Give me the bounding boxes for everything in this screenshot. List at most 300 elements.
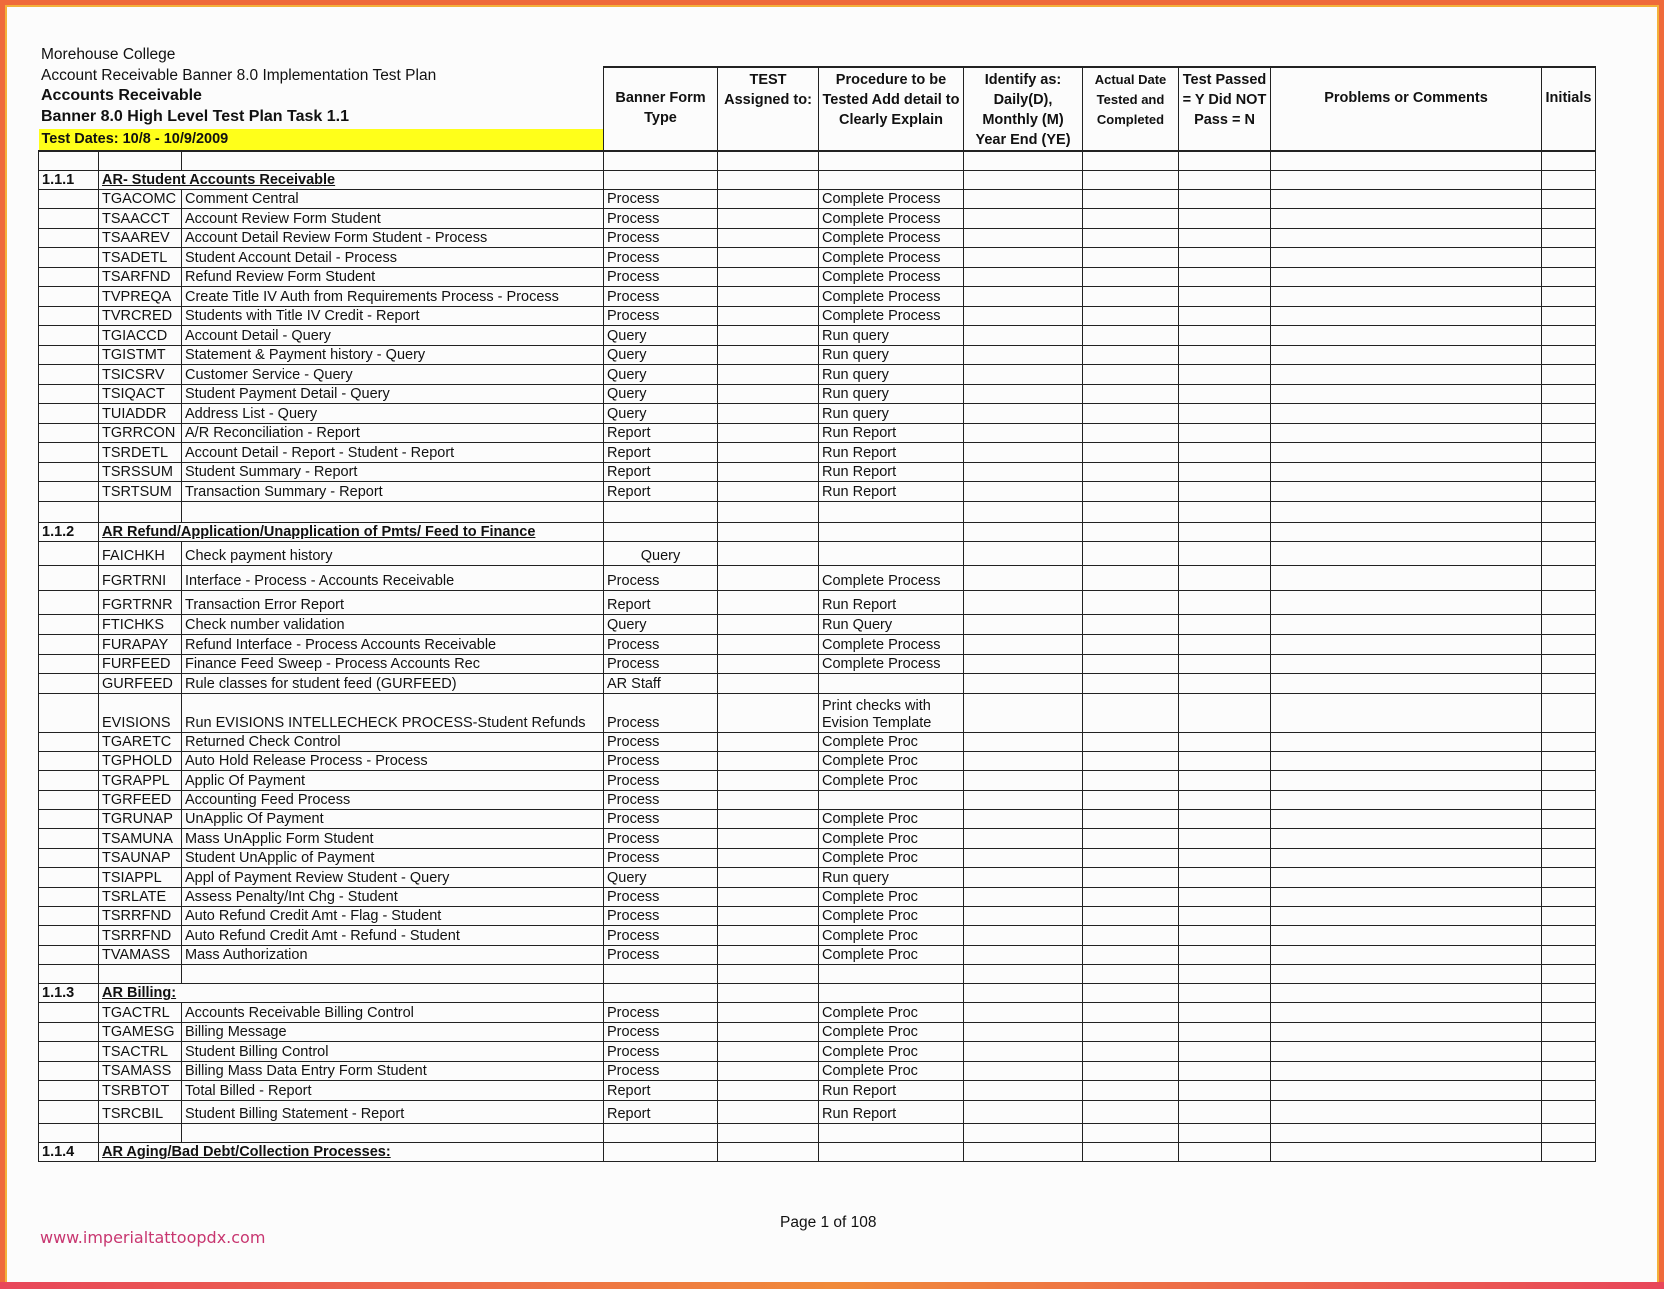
empty-cell xyxy=(718,501,819,522)
problems-cell xyxy=(1271,365,1542,385)
col-header-actual-date: Actual Date Tested and Completed xyxy=(1083,67,1179,151)
empty-cell xyxy=(39,462,99,482)
empty-cell xyxy=(39,591,99,615)
form-code: TSARFND xyxy=(99,267,182,287)
form-description: Statement & Payment history - Query xyxy=(182,345,604,365)
assigned-to-cell xyxy=(718,1022,819,1042)
procedure: Run Report xyxy=(819,423,964,443)
assigned-to-cell xyxy=(718,365,819,385)
form-type: Query xyxy=(604,614,718,634)
form-type: Process xyxy=(604,732,718,751)
form-code: TSRLATE xyxy=(99,887,182,906)
procedure: Run Report xyxy=(819,1081,964,1101)
empty-cell xyxy=(39,1022,99,1042)
form-code: EVISIONS xyxy=(99,693,182,732)
empty-cell xyxy=(1542,522,1596,541)
form-type: Query xyxy=(604,365,718,385)
passed-cell xyxy=(1179,345,1271,365)
problems-cell xyxy=(1271,248,1542,268)
blank-row xyxy=(39,501,1596,522)
form-code: TGIACCD xyxy=(99,326,182,346)
empty-cell xyxy=(819,1124,964,1143)
identify-cell xyxy=(964,1042,1083,1062)
actual-date-cell xyxy=(1083,654,1179,673)
assigned-to-cell xyxy=(718,228,819,248)
initials-cell xyxy=(1542,384,1596,404)
form-description: Finance Feed Sweep - Process Accounts Rec xyxy=(182,654,604,673)
initials-cell xyxy=(1542,673,1596,693)
initials-cell xyxy=(1542,189,1596,209)
actual-date-cell xyxy=(1083,771,1179,790)
form-description: Account Detail - Report - Student - Report xyxy=(182,443,604,463)
passed-cell xyxy=(1179,751,1271,770)
section-number: 1.1.1 xyxy=(39,170,99,189)
procedure: Run Report xyxy=(819,1100,964,1124)
passed-cell xyxy=(1179,591,1271,615)
form-type: Process xyxy=(604,287,718,307)
passed-cell xyxy=(1179,482,1271,502)
empty-cell xyxy=(39,404,99,424)
empty-cell xyxy=(1542,170,1596,189)
empty-cell xyxy=(39,868,99,887)
section-row xyxy=(39,170,1596,189)
empty-cell xyxy=(819,501,964,522)
empty-cell xyxy=(39,907,99,926)
actual-date-cell xyxy=(1083,751,1179,770)
initials-cell xyxy=(1542,848,1596,867)
table-row xyxy=(39,848,1596,867)
problems-cell xyxy=(1271,654,1542,673)
actual-date-cell xyxy=(1083,887,1179,906)
form-type: Process xyxy=(604,771,718,790)
identify-cell xyxy=(964,189,1083,209)
passed-cell xyxy=(1179,443,1271,463)
identify-cell xyxy=(964,404,1083,424)
problems-cell xyxy=(1271,673,1542,693)
identify-cell xyxy=(964,482,1083,502)
form-description: Account Detail Review Form Student - Process xyxy=(182,228,604,248)
initials-cell xyxy=(1542,887,1596,906)
assigned-to-cell xyxy=(718,868,819,887)
empty-cell xyxy=(1542,1143,1596,1162)
passed-cell xyxy=(1179,462,1271,482)
form-code: TGRRCON xyxy=(99,423,182,443)
form-description: Applic Of Payment xyxy=(182,771,604,790)
initials-cell xyxy=(1542,1003,1596,1023)
passed-cell xyxy=(1179,1100,1271,1124)
form-description: Accounting Feed Process xyxy=(182,790,604,809)
initials-cell xyxy=(1542,404,1596,424)
empty-cell xyxy=(1271,1124,1542,1143)
empty-cell xyxy=(1179,984,1271,1003)
problems-cell xyxy=(1271,926,1542,945)
problems-cell xyxy=(1271,482,1542,502)
procedure xyxy=(819,790,964,809)
procedure: Complete Process xyxy=(819,248,964,268)
form-code: TGAMESG xyxy=(99,1022,182,1042)
empty-cell xyxy=(39,810,99,829)
form-description: Address List - Query xyxy=(182,404,604,424)
passed-cell xyxy=(1179,228,1271,248)
assigned-to-cell xyxy=(718,751,819,770)
form-type: Process xyxy=(604,189,718,209)
problems-cell xyxy=(1271,868,1542,887)
form-code: TSRDETL xyxy=(99,443,182,463)
empty-cell xyxy=(99,1124,182,1143)
passed-cell xyxy=(1179,673,1271,693)
empty-cell xyxy=(39,673,99,693)
procedure xyxy=(819,673,964,693)
identify-cell xyxy=(964,443,1083,463)
passed-cell xyxy=(1179,693,1271,732)
table-row xyxy=(39,365,1596,385)
col-header-form-type: Banner Form Type xyxy=(604,67,718,151)
procedure: Print checks with Evision Template xyxy=(819,693,964,732)
procedure: Complete Proc xyxy=(819,1061,964,1081)
procedure: Complete Process xyxy=(819,209,964,229)
table-row xyxy=(39,423,1596,443)
form-code: FURAPAY xyxy=(99,634,182,654)
passed-cell xyxy=(1179,887,1271,906)
empty-cell xyxy=(964,1124,1083,1143)
problems-cell xyxy=(1271,1042,1542,1062)
form-type: Process xyxy=(604,565,718,591)
empty-cell xyxy=(1542,965,1596,984)
assigned-to-cell xyxy=(718,634,819,654)
procedure: Complete Proc xyxy=(819,926,964,945)
assigned-to-cell xyxy=(718,326,819,346)
form-type: Report xyxy=(604,423,718,443)
blank-row xyxy=(39,1124,1596,1143)
table-row xyxy=(39,591,1596,615)
form-code: TGACOMC xyxy=(99,189,182,209)
assigned-to-cell xyxy=(718,1061,819,1081)
initials-cell xyxy=(1542,287,1596,307)
identify-cell xyxy=(964,771,1083,790)
org-name: Morehouse College xyxy=(41,46,176,63)
passed-cell xyxy=(1179,848,1271,867)
empty-cell xyxy=(39,365,99,385)
procedure: Run query xyxy=(819,345,964,365)
initials-cell xyxy=(1542,345,1596,365)
identify-cell xyxy=(964,326,1083,346)
empty-cell xyxy=(1083,170,1179,189)
problems-cell xyxy=(1271,1061,1542,1081)
empty-cell xyxy=(604,170,718,189)
identify-cell xyxy=(964,1022,1083,1042)
procedure: Run query xyxy=(819,384,964,404)
initials-cell xyxy=(1542,228,1596,248)
identify-cell xyxy=(964,565,1083,591)
problems-cell xyxy=(1271,887,1542,906)
procedure: Complete Proc xyxy=(819,945,964,964)
form-type: Process xyxy=(604,945,718,964)
assigned-to-cell xyxy=(718,732,819,751)
form-type: Query xyxy=(604,541,718,565)
actual-date-cell xyxy=(1083,614,1179,634)
actual-date-cell xyxy=(1083,228,1179,248)
passed-cell xyxy=(1179,790,1271,809)
empty-cell xyxy=(182,965,604,984)
form-type: Process xyxy=(604,1003,718,1023)
empty-cell xyxy=(1271,522,1542,541)
passed-cell xyxy=(1179,945,1271,964)
empty-cell xyxy=(1179,1143,1271,1162)
actual-date-cell xyxy=(1083,829,1179,848)
empty-cell xyxy=(39,965,99,984)
identify-cell xyxy=(964,887,1083,906)
form-code: TVAMASS xyxy=(99,945,182,964)
form-type: Process xyxy=(604,248,718,268)
actual-date-cell xyxy=(1083,693,1179,732)
procedure: Run query xyxy=(819,326,964,346)
table-row xyxy=(39,634,1596,654)
actual-date-cell xyxy=(1083,673,1179,693)
form-type: Report xyxy=(604,443,718,463)
section-title: AR- Student Accounts Receivable xyxy=(102,171,336,188)
actual-date-cell xyxy=(1083,423,1179,443)
passed-cell xyxy=(1179,248,1271,268)
empty-cell xyxy=(39,634,99,654)
empty-cell xyxy=(39,306,99,326)
passed-cell xyxy=(1179,732,1271,751)
table-row xyxy=(39,267,1596,287)
empty-cell xyxy=(39,1124,99,1143)
identify-cell xyxy=(964,209,1083,229)
empty-cell xyxy=(819,984,964,1003)
initials-cell xyxy=(1542,771,1596,790)
section-number: 1.1.2 xyxy=(39,522,99,541)
assigned-to-cell xyxy=(718,829,819,848)
assigned-to-cell xyxy=(718,945,819,964)
form-code: TSRRFND xyxy=(99,907,182,926)
form-type: Process xyxy=(604,306,718,326)
passed-cell xyxy=(1179,654,1271,673)
form-code: TSRTSUM xyxy=(99,482,182,502)
form-type: Process xyxy=(604,209,718,229)
table-row xyxy=(39,209,1596,229)
identify-cell xyxy=(964,1081,1083,1101)
table-row xyxy=(39,1081,1596,1101)
form-type: Report xyxy=(604,591,718,615)
form-description: Student Billing Control xyxy=(182,1042,604,1062)
passed-cell xyxy=(1179,209,1271,229)
form-type: Process xyxy=(604,926,718,945)
empty-cell xyxy=(39,209,99,229)
empty-cell xyxy=(1179,151,1271,170)
actual-date-cell xyxy=(1083,868,1179,887)
form-code: TGRUNAP xyxy=(99,810,182,829)
actual-date-cell xyxy=(1083,462,1179,482)
initials-cell xyxy=(1542,591,1596,615)
passed-cell xyxy=(1179,306,1271,326)
col-header-procedure: Procedure to be Tested Add detail to Clearly Explain xyxy=(819,67,964,151)
form-type: Report xyxy=(604,462,718,482)
actual-date-cell xyxy=(1083,732,1179,751)
actual-date-cell xyxy=(1083,565,1179,591)
empty-cell xyxy=(1271,151,1542,170)
problems-cell xyxy=(1271,443,1542,463)
assigned-to-cell xyxy=(718,482,819,502)
actual-date-cell xyxy=(1083,634,1179,654)
identify-cell xyxy=(964,287,1083,307)
empty-cell xyxy=(39,423,99,443)
empty-cell xyxy=(39,541,99,565)
table-row xyxy=(39,306,1596,326)
assigned-to-cell xyxy=(718,443,819,463)
col-header-identify: Identify as: Daily(D), Monthly (M) Year End (YE) xyxy=(964,67,1083,151)
procedure: Run query xyxy=(819,868,964,887)
empty-cell xyxy=(39,501,99,522)
identify-cell xyxy=(964,654,1083,673)
table-row xyxy=(39,287,1596,307)
empty-cell xyxy=(182,151,604,170)
form-description: Account Review Form Student xyxy=(182,209,604,229)
table-row xyxy=(39,829,1596,848)
identify-cell xyxy=(964,926,1083,945)
problems-cell xyxy=(1271,751,1542,770)
assigned-to-cell xyxy=(718,1081,819,1101)
section-row xyxy=(39,1143,1596,1162)
empty-cell xyxy=(718,170,819,189)
form-type: Query xyxy=(604,326,718,346)
procedure: Complete Process xyxy=(819,267,964,287)
identify-cell xyxy=(964,306,1083,326)
initials-cell xyxy=(1542,693,1596,732)
passed-cell xyxy=(1179,771,1271,790)
assigned-to-cell xyxy=(718,565,819,591)
identify-cell xyxy=(964,810,1083,829)
problems-cell xyxy=(1271,614,1542,634)
empty-cell xyxy=(604,1143,718,1162)
empty-cell xyxy=(1083,151,1179,170)
form-type: Process xyxy=(604,790,718,809)
passed-cell xyxy=(1179,404,1271,424)
form-code: TSIQACT xyxy=(99,384,182,404)
passed-cell xyxy=(1179,868,1271,887)
table-row xyxy=(39,384,1596,404)
form-code: TSAMASS xyxy=(99,1061,182,1081)
table-row xyxy=(39,1042,1596,1062)
section-row xyxy=(39,522,1596,541)
empty-cell xyxy=(182,501,604,522)
problems-cell xyxy=(1271,209,1542,229)
table-row xyxy=(39,404,1596,424)
problems-cell xyxy=(1271,326,1542,346)
form-description: Account Detail - Query xyxy=(182,326,604,346)
table-row xyxy=(39,326,1596,346)
form-code: TVRCRED xyxy=(99,306,182,326)
procedure: Run Report xyxy=(819,462,964,482)
procedure: Complete Proc xyxy=(819,751,964,770)
form-description: Mass Authorization xyxy=(182,945,604,964)
form-code: FAICHKH xyxy=(99,541,182,565)
problems-cell xyxy=(1271,1003,1542,1023)
empty-cell xyxy=(1271,965,1542,984)
empty-cell xyxy=(964,501,1083,522)
table-row xyxy=(39,926,1596,945)
section-title-cell xyxy=(99,170,604,189)
empty-cell xyxy=(1179,965,1271,984)
form-description: Student Payment Detail - Query xyxy=(182,384,604,404)
problems-cell xyxy=(1271,732,1542,751)
form-description: Interface - Process - Accounts Receivable xyxy=(182,565,604,591)
assigned-to-cell xyxy=(718,654,819,673)
empty-cell xyxy=(718,965,819,984)
identify-cell xyxy=(964,751,1083,770)
procedure: Run Report xyxy=(819,482,964,502)
passed-cell xyxy=(1179,365,1271,385)
form-description: Assess Penalty/Int Chg - Student xyxy=(182,887,604,906)
identify-cell xyxy=(964,790,1083,809)
empty-cell xyxy=(1083,1143,1179,1162)
form-description: Total Billed - Report xyxy=(182,1081,604,1101)
empty-cell xyxy=(819,1143,964,1162)
table-row xyxy=(39,790,1596,809)
procedure: Run Query xyxy=(819,614,964,634)
empty-cell xyxy=(819,151,964,170)
form-type: Process xyxy=(604,829,718,848)
passed-cell xyxy=(1179,423,1271,443)
actual-date-cell xyxy=(1083,248,1179,268)
empty-cell xyxy=(39,287,99,307)
table-row xyxy=(39,1003,1596,1023)
blank-row xyxy=(39,151,1596,170)
form-description: Rule classes for student feed (GURFEED) xyxy=(182,673,604,693)
table-row xyxy=(39,771,1596,790)
empty-cell xyxy=(718,984,819,1003)
empty-cell xyxy=(39,326,99,346)
empty-cell xyxy=(99,965,182,984)
passed-cell xyxy=(1179,384,1271,404)
form-type: Report xyxy=(604,1081,718,1101)
problems-cell xyxy=(1271,541,1542,565)
identify-cell xyxy=(964,423,1083,443)
empty-cell xyxy=(1542,1124,1596,1143)
passed-cell xyxy=(1179,1061,1271,1081)
initials-cell xyxy=(1542,790,1596,809)
empty-cell xyxy=(39,384,99,404)
actual-date-cell xyxy=(1083,591,1179,615)
identify-cell xyxy=(964,868,1083,887)
initials-cell xyxy=(1542,423,1596,443)
procedure: Complete Proc xyxy=(819,1003,964,1023)
empty-cell xyxy=(39,693,99,732)
problems-cell xyxy=(1271,591,1542,615)
form-type: Process xyxy=(604,634,718,654)
table-row xyxy=(39,907,1596,926)
passed-cell xyxy=(1179,189,1271,209)
section-title: AR Aging/Bad Debt/Collection Processes: xyxy=(102,1144,391,1161)
problems-cell xyxy=(1271,228,1542,248)
actual-date-cell xyxy=(1083,345,1179,365)
page-number: Page 1 of 108 xyxy=(780,1214,877,1231)
initials-cell xyxy=(1542,1081,1596,1101)
empty-cell xyxy=(1083,522,1179,541)
problems-cell xyxy=(1271,1081,1542,1101)
form-description: Students with Title IV Credit - Report xyxy=(182,306,604,326)
form-code: TSACTRL xyxy=(99,1042,182,1062)
empty-cell xyxy=(1271,984,1542,1003)
assigned-to-cell xyxy=(718,287,819,307)
initials-cell xyxy=(1542,326,1596,346)
table-row xyxy=(39,443,1596,463)
empty-cell xyxy=(964,965,1083,984)
actual-date-cell xyxy=(1083,1061,1179,1081)
problems-cell xyxy=(1271,907,1542,926)
table-row xyxy=(39,887,1596,906)
procedure: Complete Proc xyxy=(819,887,964,906)
